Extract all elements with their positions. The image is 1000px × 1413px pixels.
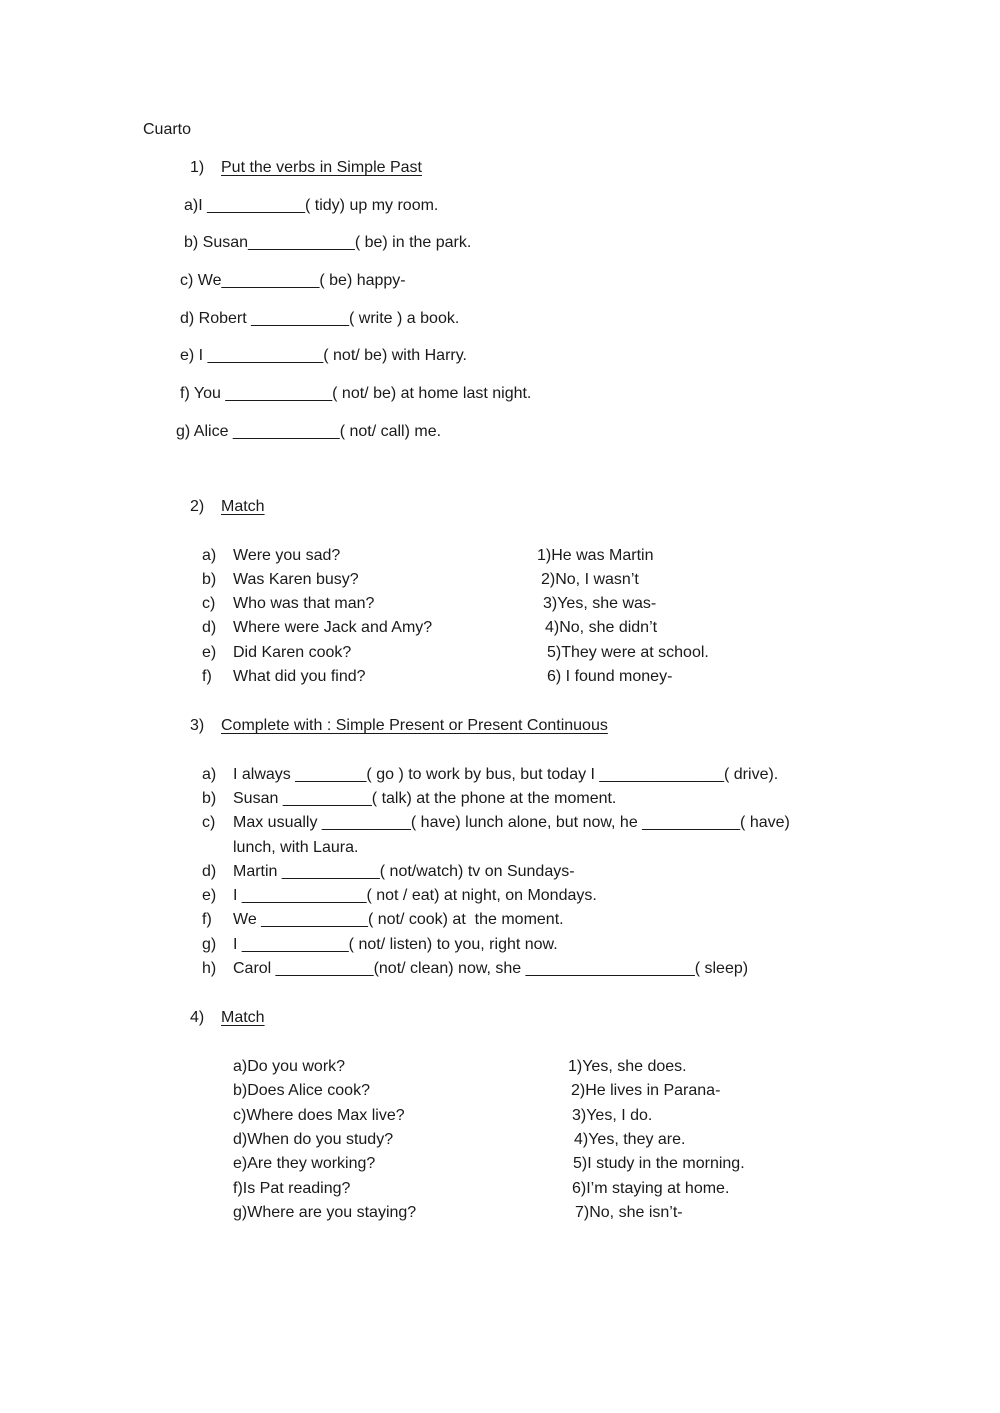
answer-text: 7)No, she isn’t-	[575, 1204, 683, 1221]
exercise-item: a)I ___________( tidy) up my room.	[184, 197, 439, 214]
answer-text: 1)He was Martin	[537, 547, 654, 564]
section-2-heading: Match	[221, 498, 265, 515]
question-text: c)Where does Max live?	[233, 1107, 405, 1124]
exercise-item: We ____________( not/ cook) at the moment.	[233, 911, 564, 928]
answer-text: 5)They were at school.	[547, 644, 709, 661]
exercise-item: Martin ___________( not/watch) tv on Sundays-	[233, 863, 575, 880]
page-title: Cuarto	[143, 121, 192, 138]
answer-text: 3)Yes, I do.	[572, 1107, 653, 1124]
exercise-item: I ______________( not / eat) at night, on Mondays.	[233, 887, 597, 904]
question-text: Were you sad?	[233, 547, 341, 564]
item-letter: g)	[202, 936, 217, 953]
question-text: g)Where are you staying?	[233, 1204, 417, 1221]
exercise-item: I always ________( go ) to work by bus, but today I ______________( drive).	[233, 766, 779, 783]
question-text: Was Karen busy?	[233, 571, 359, 588]
question-letter: f)	[202, 668, 212, 685]
exercise-item: Susan __________( talk) at the phone at the moment.	[233, 790, 617, 807]
item-letter: e)	[202, 887, 217, 904]
question-text: e)Are they working?	[233, 1155, 376, 1172]
section-4-number: 4)	[190, 1009, 205, 1026]
item-letter: d)	[202, 863, 217, 880]
question-letter: a)	[202, 547, 217, 564]
exercise-item: g) Alice ____________( not/ call) me.	[176, 423, 442, 440]
item-letter: c)	[202, 814, 216, 831]
question-text: Did Karen cook?	[233, 644, 352, 661]
question-letter: d)	[202, 619, 217, 636]
exercise-item: Max usually __________( have) lunch alone, but now, he ___________( have)	[233, 814, 790, 831]
answer-text: 6)I’m staying at home.	[572, 1180, 730, 1197]
question-letter: b)	[202, 571, 217, 588]
item-letter: f)	[202, 911, 212, 928]
item-letter: h)	[202, 960, 217, 977]
answer-text: 2)No, I wasn’t	[541, 571, 639, 588]
question-text: What did you find?	[233, 668, 366, 685]
section-2-number: 2)	[190, 498, 205, 515]
answer-text: 6) I found money-	[547, 668, 673, 685]
answer-text: 1)Yes, she does.	[568, 1058, 687, 1075]
question-text: d)When do you study?	[233, 1131, 394, 1148]
section-3-number: 3)	[190, 717, 205, 734]
section-3-heading: Complete with : Simple Present or Present Continuous	[221, 717, 608, 734]
exercise-item: Carol ___________(not/ clean) now, she ___________________( sleep)	[233, 960, 749, 977]
answer-text: 4)No, she didn’t	[545, 619, 658, 636]
section-4-heading: Match	[221, 1009, 265, 1026]
question-text: Who was that man?	[233, 595, 375, 612]
question-text: Where were Jack and Amy?	[233, 619, 433, 636]
section-1-number: 1)	[190, 159, 205, 176]
exercise-item: b) Susan____________( be) in the park.	[184, 234, 472, 251]
exercise-item: c) We___________( be) happy-	[180, 272, 406, 289]
question-text: b)Does Alice cook?	[233, 1082, 370, 1099]
exercise-item: I ____________( not/ listen) to you, right now.	[233, 936, 558, 953]
section-1-heading: Put the verbs in Simple Past	[221, 159, 422, 176]
answer-text: 4)Yes, they are.	[574, 1131, 686, 1148]
question-letter: e)	[202, 644, 217, 661]
exercise-item: f) You ____________( not/ be) at home last night.	[180, 385, 532, 402]
answer-text: 3)Yes, she was-	[543, 595, 657, 612]
answer-text: 2)He lives in Parana-	[571, 1082, 721, 1099]
question-letter: c)	[202, 595, 216, 612]
answer-text: 5)I study in the morning.	[573, 1155, 745, 1172]
question-text: a)Do you work?	[233, 1058, 346, 1075]
exercise-item: d) Robert ___________( write ) a book.	[180, 310, 460, 327]
exercise-item-continuation: lunch, with Laura.	[233, 839, 359, 856]
question-text: f)Is Pat reading?	[233, 1180, 351, 1197]
exercise-item: e) I _____________( not/ be) with Harry.	[180, 347, 467, 364]
item-letter: b)	[202, 790, 217, 807]
item-letter: a)	[202, 766, 217, 783]
